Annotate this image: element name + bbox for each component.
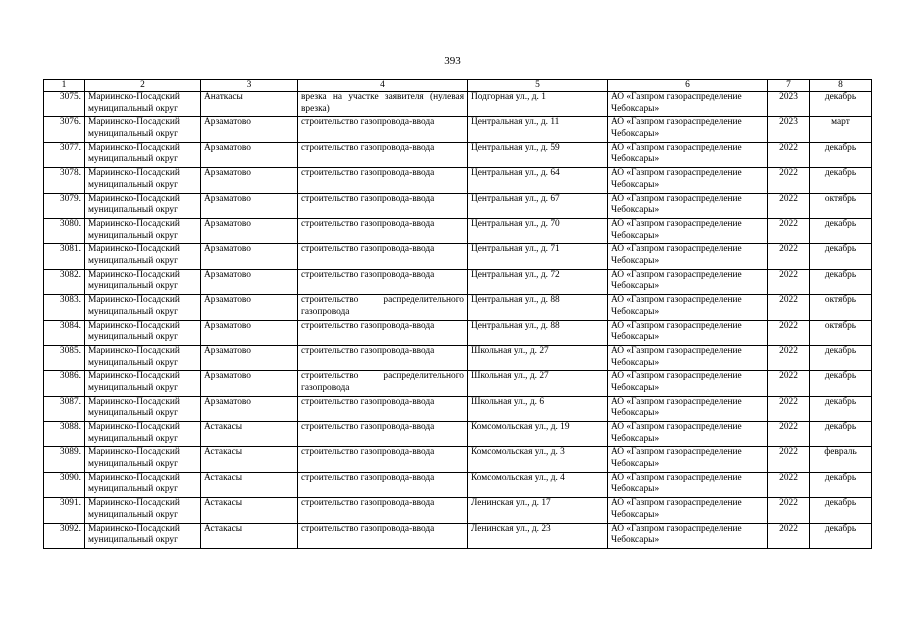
row-number: 3084. [44,320,85,345]
table-row [44,498,872,523]
row-number: 3085. [44,345,85,370]
work-type-cell: строительство газопровода-ввода [298,168,468,193]
row-number: 3086. [44,371,85,396]
municipality-cell: Мариинско-Посадский муниципальный округ [85,193,201,218]
settlement-cell: Астакасы [201,523,298,548]
month-cell: март [810,117,872,142]
year-cell: 2022 [768,396,810,421]
row-number: 3076. [44,117,85,142]
work-type-cell: строительство распределительного газопровода [298,295,468,320]
municipality-cell: Мариинско-Посадский муниципальный округ [85,422,201,447]
municipality-cell: Мариинско-Посадский муниципальный округ [85,371,201,396]
municipality-cell: Мариинско-Посадский муниципальный округ [85,168,201,193]
year-cell: 2022 [768,218,810,243]
address-cell: Центральная ул., д. 59 [468,142,608,167]
table-row [44,193,872,218]
table-row [44,117,872,142]
month-cell: октябрь [810,193,872,218]
month-cell: декабрь [810,422,872,447]
month-cell: декабрь [810,92,872,117]
organization-cell: АО «Газпром газораспределение Чебоксары» [608,371,768,396]
year-cell: 2022 [768,498,810,523]
work-type-cell: строительство газопровода-ввода [298,396,468,421]
work-type-cell: строительство газопровода-ввода [298,447,468,472]
address-cell: Центральная ул., д. 70 [468,218,608,243]
year-cell: 2022 [768,371,810,396]
organization-cell: АО «Газпром газораспределение Чебоксары» [608,320,768,345]
table-row [44,218,872,243]
year-cell: 2022 [768,193,810,218]
address-cell: Центральная ул., д. 11 [468,117,608,142]
month-cell: декабрь [810,218,872,243]
address-cell: Комсомольская ул., д. 3 [468,447,608,472]
municipality-cell: Мариинско-Посадский муниципальный округ [85,92,201,117]
year-cell: 2022 [768,472,810,497]
settlement-cell: Анаткасы [201,92,298,117]
municipality-cell: Мариинско-Посадский муниципальный округ [85,447,201,472]
header-row [44,80,872,92]
month-cell: декабрь [810,142,872,167]
settlement-cell: Астакасы [201,498,298,523]
header-cell: 8 [810,80,872,92]
year-cell: 2022 [768,447,810,472]
header-cell: 6 [608,80,768,92]
address-cell: Ленинская ул., д. 17 [468,498,608,523]
table-row [44,168,872,193]
year-cell: 2023 [768,117,810,142]
municipality-cell: Мариинско-Посадский муниципальный округ [85,396,201,421]
year-cell: 2023 [768,92,810,117]
table-row [44,92,872,117]
address-cell: Школьная ул., д. 6 [468,396,608,421]
month-cell: декабрь [810,345,872,370]
municipality-cell: Мариинско-Посадский муниципальный округ [85,142,201,167]
settlement-cell: Астакасы [201,447,298,472]
page-number: 393 [444,55,461,67]
settlement-cell: Арзаматово [201,295,298,320]
year-cell: 2022 [768,523,810,548]
organization-cell: АО «Газпром газораспределение Чебоксары» [608,422,768,447]
month-cell: декабрь [810,371,872,396]
address-cell: Комсомольская ул., д. 4 [468,472,608,497]
table-row [44,269,872,294]
row-number: 3083. [44,295,85,320]
address-cell: Центральная ул., д. 88 [468,295,608,320]
table-row [44,142,872,167]
table-row [44,472,872,497]
year-cell: 2022 [768,422,810,447]
work-type-cell: строительство газопровода-ввода [298,269,468,294]
row-number: 3091. [44,498,85,523]
year-cell: 2022 [768,142,810,167]
row-number: 3092. [44,523,85,548]
work-type-cell: строительство газопровода-ввода [298,345,468,370]
table-row [44,523,872,548]
table-row [44,320,872,345]
municipality-cell: Мариинско-Посадский муниципальный округ [85,218,201,243]
settlement-cell: Арзаматово [201,168,298,193]
municipality-cell: Мариинско-Посадский муниципальный округ [85,117,201,142]
municipality-cell: Мариинско-Посадский муниципальный округ [85,269,201,294]
settlement-cell: Арзаматово [201,345,298,370]
work-type-cell: строительство газопровода-ввода [298,117,468,142]
address-cell: Ленинская ул., д. 23 [468,523,608,548]
row-number: 3090. [44,472,85,497]
organization-cell: АО «Газпром газораспределение Чебоксары» [608,269,768,294]
year-cell: 2022 [768,269,810,294]
address-cell: Центральная ул., д. 71 [468,244,608,269]
row-number: 3089. [44,447,85,472]
table-row [44,244,872,269]
municipality-cell: Мариинско-Посадский муниципальный округ [85,345,201,370]
organization-cell: АО «Газпром газораспределение Чебоксары» [608,345,768,370]
table-row [44,345,872,370]
municipality-cell: Мариинско-Посадский муниципальный округ [85,472,201,497]
settlement-cell: Астакасы [201,472,298,497]
row-number: 3078. [44,168,85,193]
header-cell: 1 [44,80,85,92]
month-cell: декабрь [810,244,872,269]
municipality-cell: Мариинско-Посадский муниципальный округ [85,320,201,345]
address-cell: Центральная ул., д. 88 [468,320,608,345]
month-cell: декабрь [810,269,872,294]
organization-cell: АО «Газпром газораспределение Чебоксары» [608,244,768,269]
settlement-cell: Арзаматово [201,396,298,421]
month-cell: октябрь [810,320,872,345]
address-cell: Центральная ул., д. 72 [468,269,608,294]
municipality-cell: Мариинско-Посадский муниципальный округ [85,498,201,523]
year-cell: 2022 [768,345,810,370]
organization-cell: АО «Газпром газораспределение Чебоксары» [608,142,768,167]
work-type-cell: строительство газопровода-ввода [298,472,468,497]
month-cell: февраль [810,447,872,472]
row-number: 3080. [44,218,85,243]
organization-cell: АО «Газпром газораспределение Чебоксары» [608,193,768,218]
work-type-cell: строительство распределительного газопровода [298,371,468,396]
year-cell: 2022 [768,168,810,193]
settlement-cell: Арзаматово [201,371,298,396]
header-cell: 3 [201,80,298,92]
year-cell: 2022 [768,320,810,345]
row-number: 3088. [44,422,85,447]
organization-cell: АО «Газпром газораспределение Чебоксары» [608,92,768,117]
table-body [44,92,872,549]
address-cell: Школьная ул., д. 27 [468,371,608,396]
work-type-cell: строительство газопровода-ввода [298,142,468,167]
organization-cell: АО «Газпром газораспределение Чебоксары» [608,523,768,548]
row-number: 3087. [44,396,85,421]
row-number: 3081. [44,244,85,269]
organization-cell: АО «Газпром газораспределение Чебоксары» [608,498,768,523]
organization-cell: АО «Газпром газораспределение Чебоксары» [608,472,768,497]
address-cell: Центральная ул., д. 67 [468,193,608,218]
gasification-table [43,79,872,549]
municipality-cell: Мариинско-Посадский муниципальный округ [85,295,201,320]
work-type-cell: строительство газопровода-ввода [298,523,468,548]
header-cell: 5 [468,80,608,92]
settlement-cell: Арзаматово [201,142,298,167]
row-number: 3075. [44,92,85,117]
organization-cell: АО «Газпром газораспределение Чебоксары» [608,447,768,472]
settlement-cell: Астакасы [201,422,298,447]
month-cell: декабрь [810,396,872,421]
settlement-cell: Арзаматово [201,193,298,218]
municipality-cell: Мариинско-Посадский муниципальный округ [85,523,201,548]
month-cell: декабрь [810,472,872,497]
address-cell: Комсомольская ул., д. 19 [468,422,608,447]
table-row [44,447,872,472]
work-type-cell: строительство газопровода-ввода [298,193,468,218]
municipality-cell: Мариинско-Посадский муниципальный округ [85,244,201,269]
work-type-cell: строительство газопровода-ввода [298,422,468,447]
address-cell: Подгорная ул., д. 1 [468,92,608,117]
row-number: 3082. [44,269,85,294]
settlement-cell: Арзаматово [201,117,298,142]
month-cell: октябрь [810,295,872,320]
table-row [44,371,872,396]
table-row [44,295,872,320]
address-cell: Школьная ул., д. 27 [468,345,608,370]
settlement-cell: Арзаматово [201,244,298,269]
work-type-cell: строительство газопровода-ввода [298,218,468,243]
address-cell: Центральная ул., д. 64 [468,168,608,193]
month-cell: декабрь [810,168,872,193]
organization-cell: АО «Газпром газораспределение Чебоксары» [608,168,768,193]
work-type-cell: строительство газопровода-ввода [298,320,468,345]
table-row [44,422,872,447]
settlement-cell: Арзаматово [201,218,298,243]
month-cell: декабрь [810,498,872,523]
organization-cell: АО «Газпром газораспределение Чебоксары» [608,396,768,421]
header-cell: 2 [85,80,201,92]
table-row [44,396,872,421]
row-number: 3077. [44,142,85,167]
row-number: 3079. [44,193,85,218]
month-cell: декабрь [810,523,872,548]
year-cell: 2022 [768,295,810,320]
organization-cell: АО «Газпром газораспределение Чебоксары» [608,295,768,320]
organization-cell: АО «Газпром газораспределение Чебоксары» [608,117,768,142]
work-type-cell: строительство газопровода-ввода [298,244,468,269]
settlement-cell: Арзаматово [201,269,298,294]
header-cell: 4 [298,80,468,92]
work-type-cell: строительство газопровода-ввода [298,498,468,523]
settlement-cell: Арзаматово [201,320,298,345]
year-cell: 2022 [768,244,810,269]
header-cell: 7 [768,80,810,92]
organization-cell: АО «Газпром газораспределение Чебоксары» [608,218,768,243]
work-type-cell: врезка на участке заявителя (нулевая врезка) [298,92,468,117]
